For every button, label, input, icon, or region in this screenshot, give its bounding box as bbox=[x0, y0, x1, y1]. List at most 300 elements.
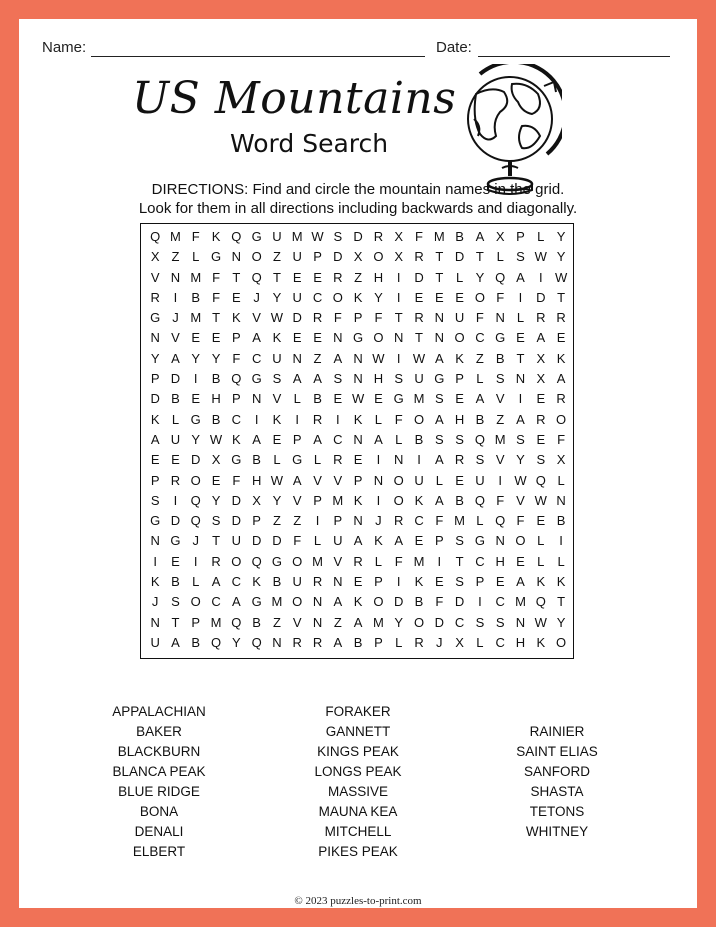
grid-letter[interactable]: L bbox=[496, 249, 504, 265]
grid-letter[interactable]: S bbox=[495, 614, 505, 630]
grid-letter[interactable]: B bbox=[353, 634, 363, 650]
grid-letter[interactable]: M bbox=[210, 614, 222, 630]
grid-letter[interactable]: M bbox=[515, 594, 526, 610]
grid-letter[interactable]: U bbox=[292, 289, 302, 305]
grid-letter[interactable]: W bbox=[412, 350, 426, 366]
grid-letter[interactable]: T bbox=[557, 594, 566, 610]
grid-letter[interactable]: R bbox=[394, 513, 404, 529]
grid-letter[interactable]: A bbox=[434, 350, 444, 366]
grid-letter[interactable]: Z bbox=[313, 350, 322, 366]
grid-letter[interactable]: A bbox=[536, 330, 546, 346]
grid-letter[interactable]: E bbox=[353, 574, 363, 590]
grid-letter[interactable]: K bbox=[232, 310, 241, 326]
grid-letter[interactable]: K bbox=[211, 229, 221, 244]
grid-letter[interactable]: D bbox=[292, 310, 302, 326]
grid-letter[interactable]: X bbox=[536, 371, 546, 387]
grid-letter[interactable]: C bbox=[231, 574, 242, 590]
grid-letter[interactable]: E bbox=[292, 269, 302, 285]
grid-letter[interactable]: E bbox=[455, 472, 464, 488]
grid-letter[interactable]: G bbox=[170, 533, 181, 549]
grid-letter[interactable]: D bbox=[454, 249, 465, 265]
grid-letter[interactable]: A bbox=[434, 411, 444, 427]
grid-letter[interactable]: E bbox=[353, 452, 363, 468]
grid-letter[interactable]: Z bbox=[333, 614, 342, 630]
grid-letter[interactable]: S bbox=[536, 452, 546, 468]
grid-letter[interactable]: E bbox=[536, 431, 546, 447]
grid-letter[interactable]: I bbox=[396, 574, 401, 590]
grid-letter[interactable]: Q bbox=[190, 492, 201, 508]
grid-letter[interactable]: N bbox=[434, 310, 444, 326]
grid-letter[interactable]: O bbox=[190, 472, 201, 488]
grid-letter[interactable]: V bbox=[333, 553, 343, 569]
grid-letter[interactable]: R bbox=[211, 553, 221, 569]
grid-letter[interactable]: B bbox=[252, 614, 261, 630]
grid-letter[interactable]: I bbox=[173, 492, 178, 508]
grid-letter[interactable]: A bbox=[374, 431, 383, 447]
grid-letter[interactable]: D bbox=[454, 594, 465, 610]
grid-letter[interactable]: D bbox=[272, 533, 282, 549]
grid-letter[interactable]: K bbox=[536, 634, 546, 650]
grid-letter[interactable]: M bbox=[494, 431, 506, 447]
grid-letter[interactable]: A bbox=[232, 594, 241, 610]
grid-letter[interactable]: P bbox=[374, 574, 383, 590]
grid-letter[interactable]: J bbox=[151, 594, 159, 610]
grid-letter[interactable]: A bbox=[252, 431, 261, 447]
grid-letter[interactable]: Y bbox=[272, 289, 282, 305]
grid-letter[interactable]: Q bbox=[210, 634, 222, 650]
grid-letter[interactable]: I bbox=[396, 269, 401, 285]
grid-letter[interactable]: T bbox=[475, 249, 484, 265]
grid-letter[interactable]: A bbox=[556, 371, 566, 387]
grid-letter[interactable]: B bbox=[475, 411, 485, 427]
grid-letter[interactable]: L bbox=[374, 411, 383, 427]
grid-letter[interactable]: A bbox=[516, 269, 525, 285]
grid-letter[interactable]: Q bbox=[190, 513, 201, 529]
grid-letter[interactable]: A bbox=[475, 229, 485, 244]
grid-letter[interactable]: O bbox=[373, 249, 384, 265]
grid-letter[interactable]: P bbox=[252, 513, 261, 529]
grid-letter[interactable]: G bbox=[251, 229, 262, 244]
grid-letter[interactable]: Q bbox=[231, 229, 242, 244]
grid-letter[interactable]: S bbox=[434, 431, 444, 447]
grid-letter[interactable]: I bbox=[254, 411, 259, 427]
grid-letter[interactable]: B bbox=[171, 391, 180, 407]
grid-letter[interactable]: N bbox=[373, 472, 384, 488]
grid-letter[interactable]: K bbox=[556, 574, 566, 590]
grid-letter[interactable]: B bbox=[414, 431, 424, 447]
grid-letter[interactable]: I bbox=[173, 289, 178, 305]
grid-letter[interactable]: Y bbox=[556, 614, 566, 630]
grid-letter[interactable]: R bbox=[312, 574, 323, 590]
grid-letter[interactable]: G bbox=[210, 249, 222, 265]
grid-letter[interactable]: P bbox=[150, 371, 160, 387]
grid-letter[interactable]: D bbox=[150, 391, 160, 407]
grid-letter[interactable]: R bbox=[333, 269, 343, 285]
grid-letter[interactable]: R bbox=[353, 553, 363, 569]
grid-letter[interactable]: S bbox=[455, 431, 464, 447]
grid-letter[interactable]: P bbox=[434, 533, 444, 549]
grid-letter[interactable]: L bbox=[374, 553, 383, 569]
grid-letter[interactable]: U bbox=[272, 350, 282, 366]
grid-letter[interactable]: P bbox=[516, 229, 525, 244]
grid-letter[interactable]: M bbox=[413, 553, 425, 569]
grid-letter[interactable]: P bbox=[455, 371, 464, 387]
grid-letter[interactable]: S bbox=[516, 249, 525, 265]
grid-letter[interactable]: F bbox=[435, 594, 444, 610]
grid-letter[interactable]: Y bbox=[556, 249, 566, 265]
grid-letter[interactable]: I bbox=[193, 553, 198, 569]
grid-letter[interactable]: A bbox=[171, 350, 180, 366]
grid-letter[interactable]: I bbox=[478, 594, 482, 610]
grid-letter[interactable]: P bbox=[150, 472, 160, 488]
grid-letter[interactable]: A bbox=[292, 371, 302, 387]
grid-letter[interactable]: C bbox=[211, 594, 221, 610]
grid-letter[interactable]: D bbox=[434, 614, 444, 630]
grid-letter[interactable]: Q bbox=[495, 269, 506, 285]
grid-letter[interactable]: T bbox=[516, 350, 525, 366]
grid-letter[interactable]: D bbox=[251, 533, 262, 549]
grid-letter[interactable]: O bbox=[393, 472, 404, 488]
grid-letter[interactable]: R bbox=[414, 310, 424, 326]
grid-letter[interactable]: I bbox=[518, 289, 523, 305]
grid-letter[interactable]: F bbox=[394, 553, 403, 569]
grid-letter[interactable]: E bbox=[516, 330, 525, 346]
grid-letter[interactable]: X bbox=[556, 452, 566, 468]
grid-letter[interactable]: E bbox=[536, 513, 546, 529]
grid-letter[interactable]: F bbox=[496, 492, 505, 508]
grid-letter[interactable]: K bbox=[353, 594, 363, 610]
grid-letter[interactable]: S bbox=[272, 371, 282, 387]
grid-letter[interactable]: M bbox=[433, 229, 445, 244]
grid-letter[interactable]: Q bbox=[231, 614, 242, 630]
grid-letter[interactable]: B bbox=[313, 391, 322, 407]
grid-letter[interactable]: L bbox=[273, 452, 281, 468]
grid-letter[interactable]: A bbox=[313, 431, 322, 447]
grid-letter[interactable]: A bbox=[333, 594, 343, 610]
grid-letter[interactable]: F bbox=[232, 350, 241, 366]
grid-letter[interactable]: U bbox=[475, 472, 485, 488]
grid-letter[interactable]: W bbox=[534, 614, 547, 630]
grid-letter[interactable]: X bbox=[150, 249, 160, 265]
grid-letter[interactable]: L bbox=[557, 472, 565, 488]
grid-letter[interactable]: N bbox=[353, 371, 363, 387]
grid-letter[interactable]: Z bbox=[272, 614, 281, 630]
grid-letter[interactable]: R bbox=[312, 411, 323, 427]
grid-letter[interactable]: N bbox=[170, 269, 181, 285]
grid-letter[interactable]: F bbox=[435, 513, 444, 529]
grid-letter[interactable]: G bbox=[150, 310, 161, 326]
grid-letter[interactable]: Y bbox=[556, 229, 566, 244]
grid-letter[interactable]: P bbox=[333, 513, 343, 529]
grid-letter[interactable]: E bbox=[150, 452, 160, 468]
grid-letter[interactable]: L bbox=[455, 269, 464, 285]
grid-letter[interactable]: O bbox=[474, 289, 485, 305]
grid-letter[interactable]: G bbox=[353, 330, 364, 346]
grid-letter[interactable]: B bbox=[211, 411, 221, 427]
grid-letter[interactable]: Z bbox=[496, 411, 505, 427]
grid-letter[interactable]: F bbox=[516, 513, 525, 529]
grid-letter[interactable]: L bbox=[476, 371, 484, 387]
grid-letter[interactable]: E bbox=[333, 391, 343, 407]
grid-letter[interactable]: V bbox=[516, 492, 525, 508]
grid-letter[interactable]: E bbox=[211, 330, 221, 346]
grid-letter[interactable]: E bbox=[374, 391, 383, 407]
grid-letter[interactable]: W bbox=[372, 350, 385, 366]
grid-letter[interactable]: O bbox=[413, 411, 425, 427]
grid-letter[interactable]: K bbox=[272, 411, 282, 427]
grid-letter[interactable]: D bbox=[353, 229, 363, 244]
grid-letter[interactable]: D bbox=[170, 371, 181, 387]
grid-letter[interactable]: C bbox=[495, 594, 505, 610]
grid-letter[interactable]: V bbox=[495, 391, 505, 407]
grid-letter[interactable]: F bbox=[212, 289, 221, 305]
grid-letter[interactable]: O bbox=[332, 289, 343, 305]
grid-letter[interactable]: L bbox=[476, 634, 484, 650]
grid-letter[interactable]: K bbox=[252, 574, 261, 590]
grid-letter[interactable]: Z bbox=[354, 269, 363, 285]
grid-letter[interactable]: V bbox=[313, 472, 322, 488]
grid-letter[interactable]: V bbox=[292, 614, 302, 630]
grid-letter[interactable]: R bbox=[170, 472, 181, 488]
grid-letter[interactable]: K bbox=[455, 350, 464, 366]
grid-letter[interactable]: B bbox=[211, 371, 221, 387]
grid-letter[interactable]: R bbox=[414, 634, 424, 650]
grid-letter[interactable]: I bbox=[518, 391, 523, 407]
grid-letter[interactable]: F bbox=[374, 310, 383, 326]
grid-letter[interactable]: Y bbox=[516, 452, 525, 468]
grid-letter[interactable]: E bbox=[495, 574, 505, 590]
grid-letter[interactable]: U bbox=[414, 472, 424, 488]
grid-letter[interactable]: I bbox=[417, 452, 421, 468]
grid-letter[interactable]: J bbox=[375, 513, 382, 529]
grid-letter[interactable]: A bbox=[394, 533, 404, 549]
grid-letter[interactable]: O bbox=[190, 594, 201, 610]
grid-letter[interactable]: N bbox=[292, 350, 302, 366]
grid-letter[interactable]: N bbox=[231, 249, 242, 265]
grid-letter[interactable]: X bbox=[394, 249, 404, 265]
grid-letter[interactable]: E bbox=[536, 391, 546, 407]
grid-letter[interactable]: J bbox=[192, 533, 199, 549]
grid-letter[interactable]: R bbox=[414, 249, 424, 265]
grid-letter[interactable]: R bbox=[556, 310, 566, 326]
grid-letter[interactable]: V bbox=[333, 472, 343, 488]
grid-letter[interactable]: I bbox=[315, 513, 320, 529]
grid-letter[interactable]: H bbox=[373, 371, 384, 387]
grid-letter[interactable]: V bbox=[150, 269, 160, 285]
grid-letter[interactable]: M bbox=[372, 614, 384, 630]
grid-letter[interactable]: Y bbox=[374, 289, 383, 305]
grid-letter[interactable]: C bbox=[475, 330, 485, 346]
grid-letter[interactable]: S bbox=[475, 614, 485, 630]
grid-letter[interactable]: S bbox=[434, 391, 444, 407]
grid-letter[interactable]: E bbox=[292, 330, 302, 346]
grid-letter[interactable]: P bbox=[374, 634, 383, 650]
grid-letter[interactable]: C bbox=[414, 513, 424, 529]
grid-letter[interactable]: K bbox=[414, 574, 424, 590]
grid-letter[interactable]: R bbox=[536, 411, 546, 427]
grid-letter[interactable]: L bbox=[192, 574, 200, 590]
grid-letter[interactable]: Q bbox=[535, 472, 546, 488]
grid-letter[interactable]: O bbox=[292, 594, 303, 610]
grid-letter[interactable]: I bbox=[193, 371, 198, 387]
grid-letter[interactable]: L bbox=[395, 431, 403, 447]
grid-letter[interactable]: M bbox=[271, 594, 283, 610]
grid-letter[interactable]: C bbox=[251, 350, 262, 366]
grid-letter[interactable]: S bbox=[495, 371, 505, 387]
grid-letter[interactable]: N bbox=[333, 330, 343, 346]
grid-letter[interactable]: V bbox=[292, 492, 302, 508]
grid-letter[interactable]: A bbox=[333, 350, 343, 366]
grid-letter[interactable]: O bbox=[454, 330, 465, 346]
grid-letter[interactable]: O bbox=[292, 553, 303, 569]
grid-letter[interactable]: I bbox=[376, 452, 381, 468]
grid-letter[interactable]: K bbox=[232, 431, 241, 447]
grid-letter[interactable]: I bbox=[336, 411, 340, 427]
grid-letter[interactable]: E bbox=[455, 391, 464, 407]
grid-letter[interactable]: L bbox=[476, 513, 484, 529]
grid-letter[interactable]: X bbox=[394, 229, 404, 244]
grid-letter[interactable]: X bbox=[495, 229, 505, 244]
grid-letter[interactable]: N bbox=[312, 594, 323, 610]
grid-letter[interactable]: N bbox=[150, 614, 160, 630]
grid-letter[interactable]: A bbox=[434, 452, 444, 468]
grid-letter[interactable]: E bbox=[556, 330, 566, 346]
grid-letter[interactable]: M bbox=[291, 229, 303, 244]
grid-letter[interactable]: T bbox=[435, 249, 444, 265]
grid-letter[interactable]: T bbox=[455, 553, 464, 569]
grid-letter[interactable]: Z bbox=[475, 350, 484, 366]
grid-letter[interactable]: M bbox=[454, 513, 466, 529]
grid-letter[interactable]: C bbox=[495, 634, 505, 650]
grid-letter[interactable]: E bbox=[191, 330, 201, 346]
grid-letter[interactable]: I bbox=[295, 411, 300, 427]
grid-letter[interactable]: G bbox=[251, 371, 262, 387]
grid-letter[interactable]: G bbox=[251, 594, 262, 610]
grid-letter[interactable]: H bbox=[454, 411, 465, 427]
grid-letter[interactable]: Q bbox=[251, 269, 262, 285]
grid-letter[interactable]: W bbox=[351, 391, 365, 407]
grid-letter[interactable]: N bbox=[394, 452, 404, 468]
grid-letter[interactable]: N bbox=[150, 330, 160, 346]
grid-letter[interactable]: B bbox=[414, 594, 424, 610]
grid-letter[interactable]: N bbox=[495, 533, 505, 549]
grid-letter[interactable]: I bbox=[153, 553, 157, 569]
grid-letter[interactable]: L bbox=[516, 310, 525, 326]
grid-letter[interactable]: R bbox=[150, 289, 160, 305]
grid-letter[interactable]: X bbox=[252, 492, 261, 508]
grid-letter[interactable]: E bbox=[272, 431, 282, 447]
grid-letter[interactable]: H bbox=[515, 634, 526, 650]
grid-letter[interactable]: P bbox=[191, 614, 201, 630]
grid-letter[interactable]: S bbox=[171, 594, 180, 610]
grid-letter[interactable]: E bbox=[171, 452, 180, 468]
grid-letter[interactable]: R bbox=[292, 634, 302, 650]
grid-letter[interactable]: Q bbox=[495, 513, 506, 529]
grid-letter[interactable]: N bbox=[312, 614, 323, 630]
grid-letter[interactable]: T bbox=[171, 614, 180, 630]
grid-letter[interactable]: T bbox=[394, 310, 403, 326]
grid-letter[interactable]: F bbox=[475, 310, 484, 326]
grid-letter[interactable]: K bbox=[150, 411, 160, 427]
grid-letter[interactable]: P bbox=[313, 249, 322, 265]
grid-letter[interactable]: E bbox=[171, 553, 180, 569]
grid-letter[interactable]: V bbox=[495, 452, 505, 468]
grid-letter[interactable]: N bbox=[495, 310, 505, 326]
grid-letter[interactable]: A bbox=[171, 634, 180, 650]
grid-letter[interactable]: W bbox=[554, 269, 568, 285]
grid-letter[interactable]: L bbox=[293, 391, 301, 407]
grid-letter[interactable]: K bbox=[150, 574, 160, 590]
grid-letter[interactable]: N bbox=[434, 330, 444, 346]
grid-letter[interactable]: S bbox=[333, 371, 343, 387]
grid-letter[interactable]: A bbox=[292, 472, 302, 488]
grid-letter[interactable]: L bbox=[435, 472, 443, 488]
grid-letter[interactable]: F bbox=[212, 269, 221, 285]
grid-letter[interactable]: T bbox=[415, 330, 423, 346]
grid-letter[interactable]: A bbox=[516, 411, 525, 427]
grid-letter[interactable]: O bbox=[231, 553, 242, 569]
grid-letter[interactable]: M bbox=[170, 229, 181, 244]
grid-letter[interactable]: N bbox=[251, 391, 262, 407]
grid-letter[interactable]: N bbox=[556, 492, 566, 508]
grid-letter[interactable]: T bbox=[212, 310, 221, 326]
grid-letter[interactable]: Z bbox=[293, 513, 302, 529]
grid-letter[interactable]: D bbox=[394, 594, 404, 610]
grid-letter[interactable]: F bbox=[415, 229, 423, 244]
grid-letter[interactable]: N bbox=[515, 614, 526, 630]
grid-letter[interactable]: O bbox=[373, 330, 384, 346]
grid-letter[interactable]: Q bbox=[231, 371, 242, 387]
grid-letter[interactable]: I bbox=[396, 289, 401, 305]
grid-letter[interactable]: I bbox=[498, 472, 502, 488]
grid-letter[interactable]: L bbox=[313, 452, 322, 468]
grid-letter[interactable]: C bbox=[454, 614, 465, 630]
grid-letter[interactable]: U bbox=[454, 310, 465, 326]
grid-letter[interactable]: Q bbox=[150, 229, 161, 244]
grid-letter[interactable]: U bbox=[231, 533, 242, 549]
grid-letter[interactable]: K bbox=[536, 574, 546, 590]
grid-letter[interactable]: F bbox=[191, 229, 200, 244]
grid-letter[interactable]: Y bbox=[211, 350, 221, 366]
grid-letter[interactable]: Y bbox=[475, 269, 485, 285]
grid-letter[interactable]: O bbox=[556, 634, 567, 650]
grid-letter[interactable]: T bbox=[212, 533, 221, 549]
name-line[interactable] bbox=[91, 56, 425, 57]
grid-letter[interactable]: A bbox=[333, 634, 343, 650]
grid-letter[interactable]: H bbox=[495, 553, 505, 569]
grid-letter[interactable]: A bbox=[313, 371, 322, 387]
grid-letter[interactable]: C bbox=[475, 553, 485, 569]
grid-letter[interactable]: V bbox=[272, 391, 282, 407]
grid-letter[interactable]: Y bbox=[394, 614, 404, 630]
grid-letter[interactable]: S bbox=[455, 533, 464, 549]
grid-letter[interactable]: G bbox=[150, 513, 161, 529]
grid-letter[interactable]: M bbox=[332, 492, 344, 508]
grid-letter[interactable]: J bbox=[172, 310, 179, 326]
grid-letter[interactable]: S bbox=[333, 229, 343, 244]
grid-letter[interactable]: Q bbox=[251, 553, 262, 569]
grid-letter[interactable]: M bbox=[312, 553, 323, 569]
grid-letter[interactable]: X bbox=[536, 350, 546, 366]
grid-letter[interactable]: U bbox=[272, 229, 282, 244]
grid-letter[interactable]: O bbox=[515, 533, 526, 549]
grid-letter[interactable]: N bbox=[272, 634, 282, 650]
grid-letter[interactable]: N bbox=[394, 330, 404, 346]
grid-letter[interactable]: S bbox=[455, 574, 464, 590]
grid-letter[interactable]: C bbox=[231, 411, 242, 427]
grid-letter[interactable]: R bbox=[373, 229, 384, 244]
grid-letter[interactable]: U bbox=[150, 634, 160, 650]
